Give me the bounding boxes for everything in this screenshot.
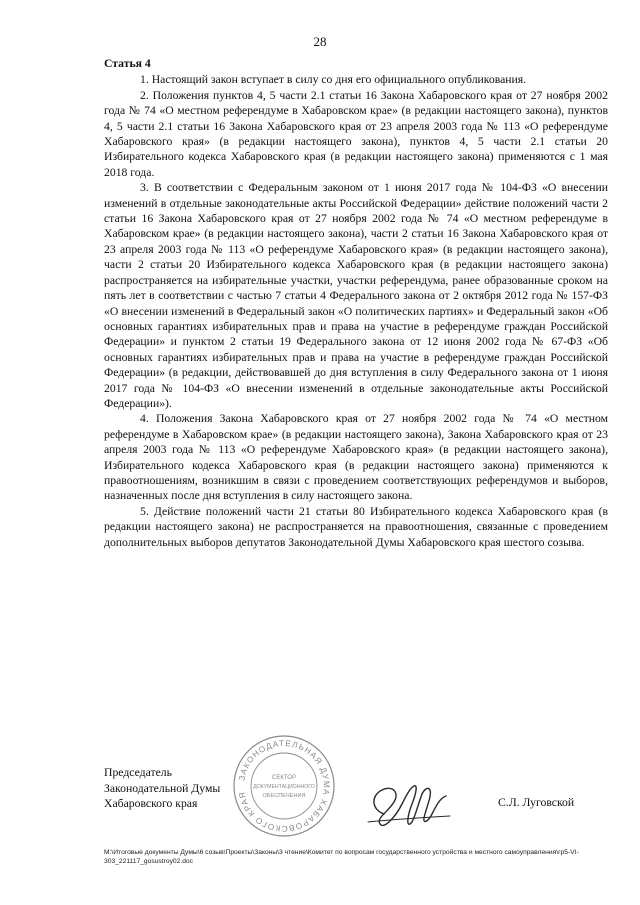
document-body: [104, 56, 608, 550]
position-line-3: Хабаровского края: [104, 797, 198, 810]
article-title: Статья 4: [104, 57, 151, 70]
paragraph-1: 1. Настоящий закон вступает в силу со дня его официального опубликования.: [140, 73, 527, 87]
file-path-line-2: 303_221117_gosustroy02.doc: [104, 858, 193, 865]
signatory-name: С.Л. Луговской: [498, 796, 575, 809]
handwritten-signature: [366, 774, 452, 834]
position-line-1: Председатель: [104, 766, 172, 779]
seal-center-text: ОБЕСПЕЧЕНИЯ: [262, 793, 306, 799]
position-line-2: Законодательной Думы: [104, 781, 221, 795]
seal-center-text: ДОКУМЕНТАЦИОННОГО: [253, 784, 315, 790]
signatory-position: [104, 765, 220, 812]
paragraph-4: 4. Положения Закона Хабаровского края от 27 ноября 2002 года № 74 «О местном референдуме в Хабаровском крае» (в редакции настоящего закона), Закона Хабаровского края от 23 апреля 2003 года № 113 «О референдуме Хабаровского края» (в редакции настоящего закона), Избирательного кодекса Хабаровского края (в редакции настоящего закона) применяются к правоотношениям, возникшим в связи с проведением соответствующих референдумов и выборов, назначенных после дня вступления в силу настоящего закона.: [104, 412, 608, 503]
file-path-footer: [104, 848, 614, 866]
paragraph-2: 2. Положения пунктов 4, 5 части 2.1 статьи 16 Закона Хабаровского края от 27 ноября 2002 года № 74 «О местном референдуме в Хабаровском крае» (в редакции настоящего закона), пунктов 4, 5 части 2.1 статьи 16 Закона Хабаровского края от 23 апреля 2003 года № 113 «О референдуме Хабаровского края» (в редакции настоящего закона), пунктов 4, 5 части 2.1 статьи 20 Избирательного кодекса Хабаровского края (в редакции настоящего закона) применяются с 1 мая 2018 года.: [104, 88, 608, 179]
paragraph-3: 3. В соответствии с Федеральным законом от 1 июня 2017 года № 104-ФЗ «О внесении изменений в отдельные законодательные акты Российской Федерации» действие положений части 2 статьи 16 Закона Хабаровского края от 27 ноября 2002 года № 74 «О местном референдуме в Хабаровском крае» (в редакции настоящего закона), части 2 статьи 16 Закона Хабаровского края от 23 апреля 2003 года № 113 «О референдуме Хабаровского края» (в редакции настоящего закона), части 2 статьи 20 Избирательного кодекса Хабаровского края (в редакции настоящего закона) распространяется на избирательные участки, участки референдума, ранее образованные сроком на пять лет в соответствии с частью 7 статьи 4 Федерального закона от 2 октября 2012 года № 157-ФЗ «О внесении изменений в Федеральный закон «О политических партиях» и Федеральный закон «Об основных гарантиях избирательных прав и права на участие в референдуме граждан Российской Федерации» и пунктом 2 статьи 19 Федерального закона от 12 июня 2002 года № 67-ФЗ «Об основных гарантиях избирательных прав и права на участие в референдуме граждан Российской Федерации» (в редакции, действовавшей до дня вступления в силу Федерального закона от 1 июня 2017 года № 104-ФЗ «О внесении изменений в отдельные законодательные акты Российской Федерации»).: [104, 181, 608, 410]
file-path-line-1: M:\Итоговые документы Думы\6 созыв\Проекты\Законы\3 чтение\Комитет по вопросам государственного устройства и местного самоуправления\гр5-VI-: [104, 849, 579, 856]
page-number: 28: [313, 34, 327, 49]
paragraph-5: 5. Действие положений части 21 статьи 80 Избирательного кодекса Хабаровского края (в редакции настоящего закона) не распространяется на правоотношения, связанные с проведением дополнительных выборов депутатов Законодательной Думы Хабаровского края шестого созыва.: [104, 504, 608, 549]
official-seal: [232, 734, 336, 838]
seal-ring-text: ЗАКОНОДАТЕЛЬНАЯ ДУМА ХАБАРОВСКОГО КРАЯ: [237, 738, 332, 834]
seal-center-text: СЕКТОР: [272, 775, 296, 781]
